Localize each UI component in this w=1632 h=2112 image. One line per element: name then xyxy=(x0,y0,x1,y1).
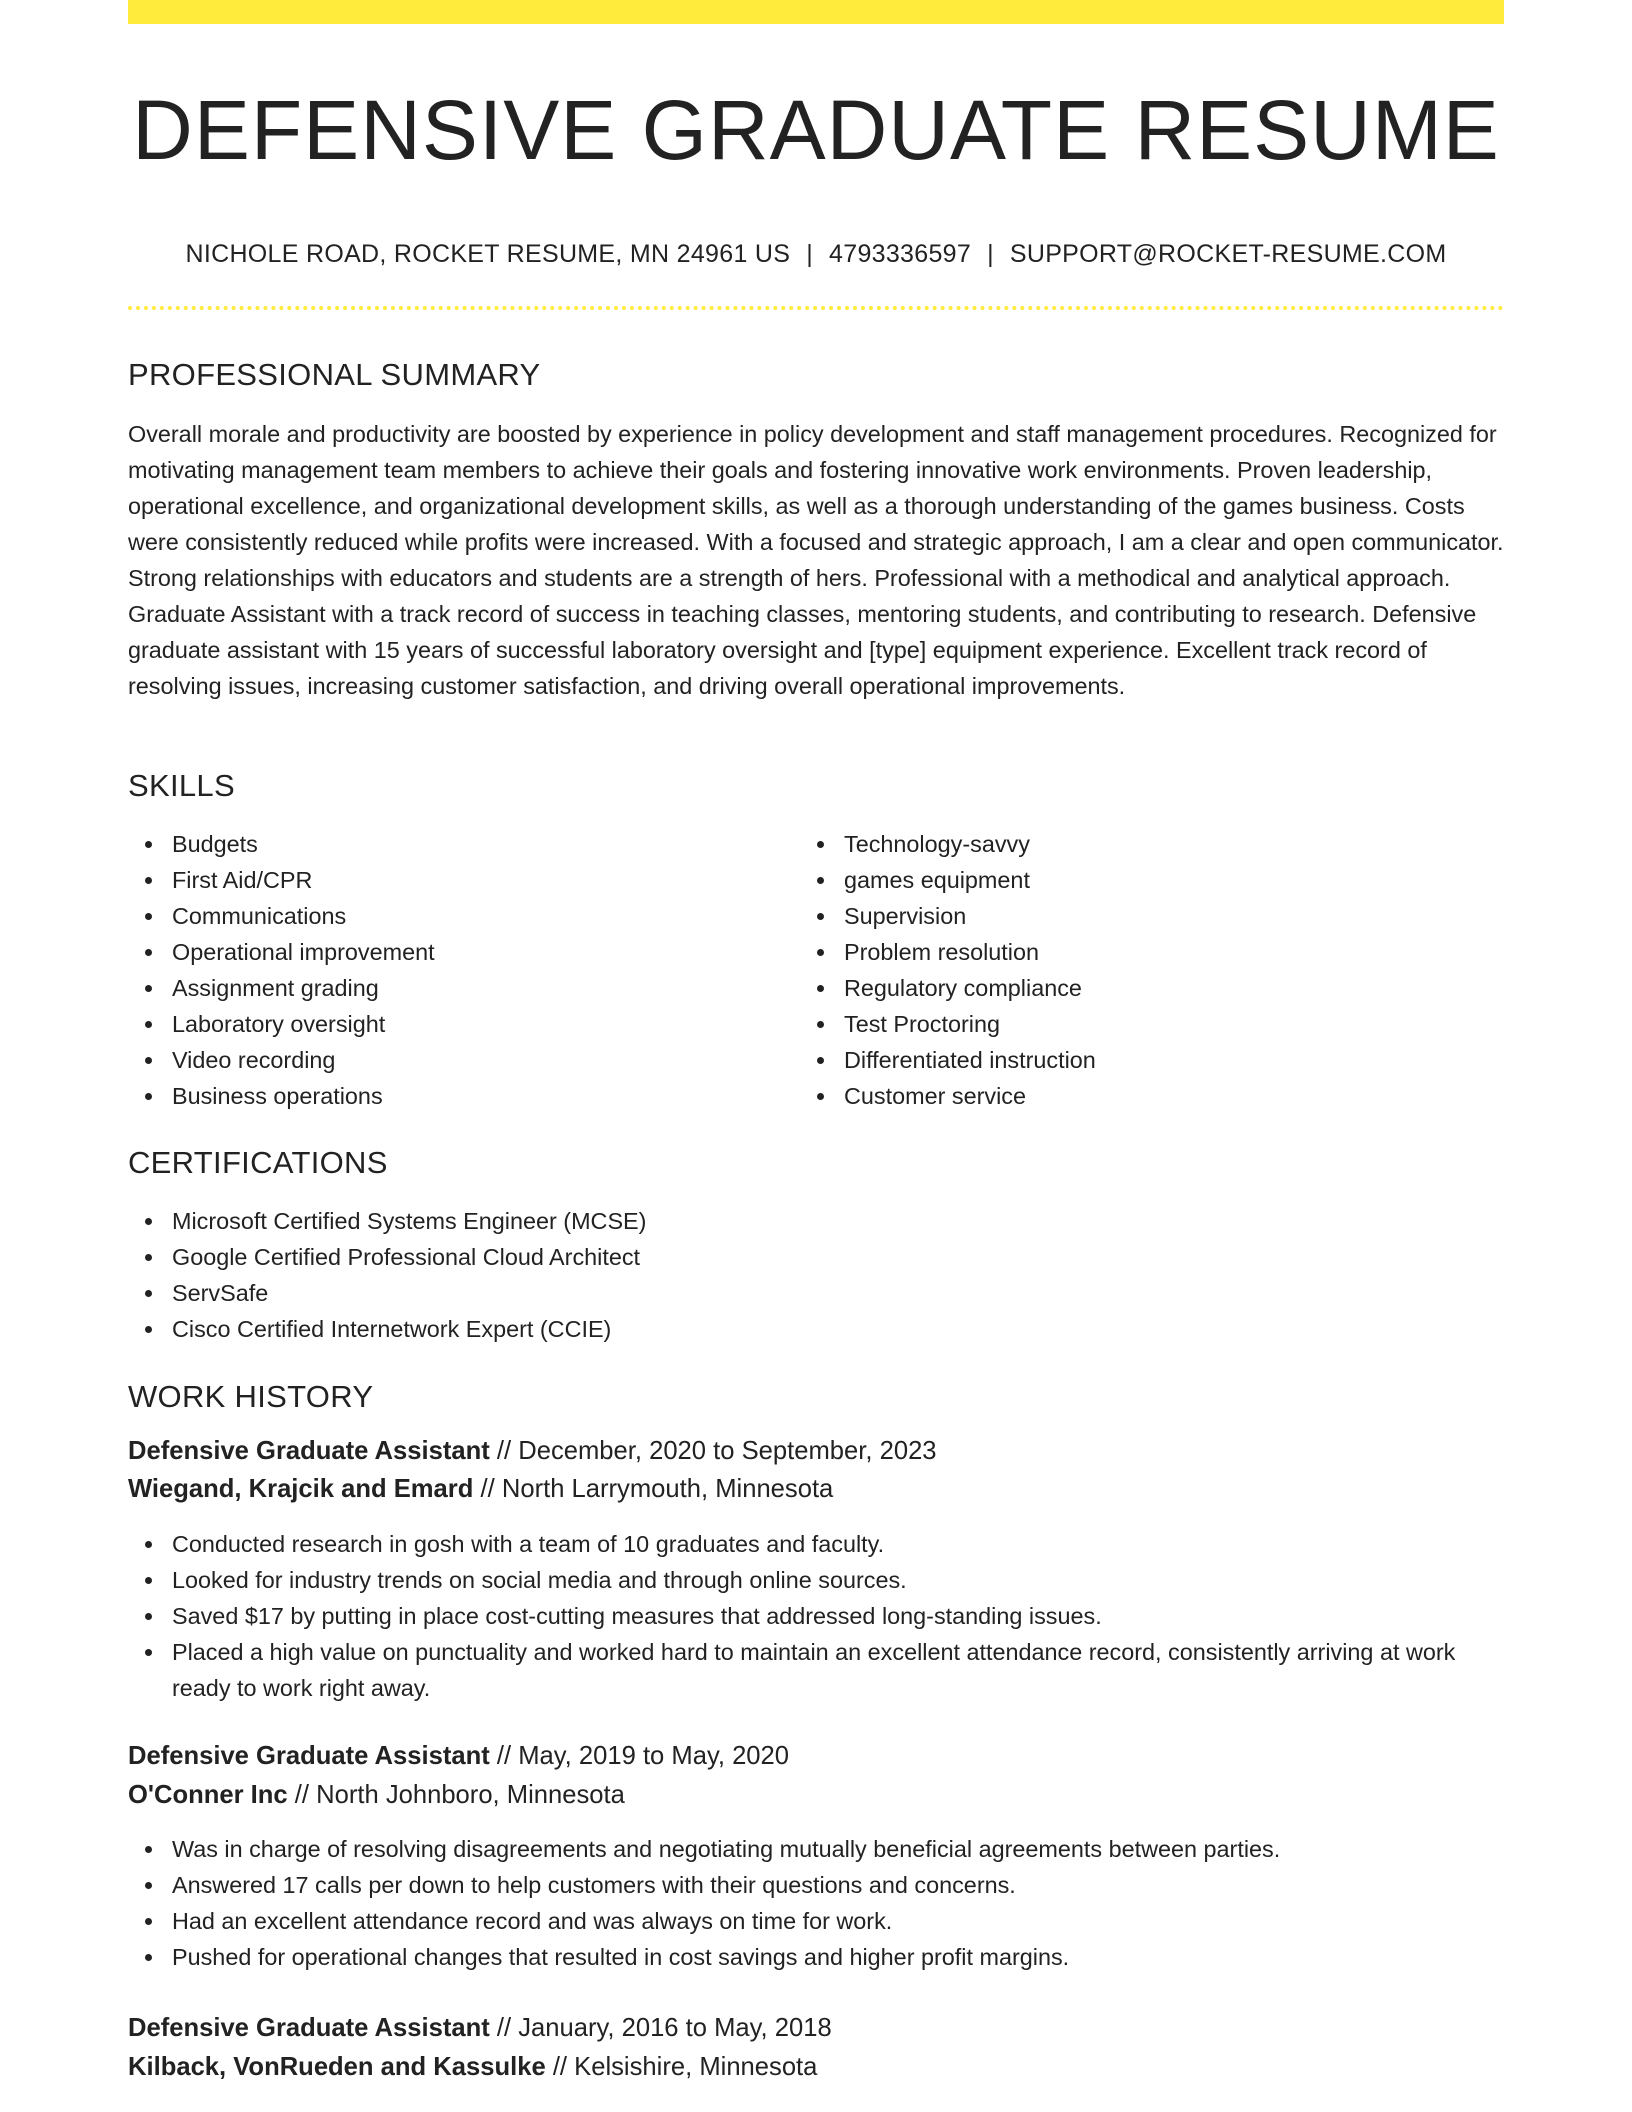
skill-label: Laboratory oversight xyxy=(172,1011,386,1037)
bullet-icon xyxy=(145,1057,152,1064)
skill-label: Test Proctoring xyxy=(844,1011,1001,1037)
job-bullet-text: Pushed for operational changes that resulted in cost savings and higher profit margins. xyxy=(172,1944,1070,1970)
job-dates: // January, 2016 to May, 2018 xyxy=(496,2014,832,2042)
bullet-icon xyxy=(145,1218,152,1225)
list-item xyxy=(128,1867,1504,1903)
list-item xyxy=(800,898,1500,934)
list-item xyxy=(128,1598,1504,1634)
job-bullets xyxy=(128,1526,1504,1706)
job-bullet-text: Looked for industry trends on social media and through online sources. xyxy=(172,1567,907,1593)
contact-email: SUPPORT@ROCKET-RESUME.COM xyxy=(1009,240,1447,268)
bullet-icon xyxy=(145,1918,152,1925)
skills-heading: SKILLS xyxy=(128,768,235,803)
list-item xyxy=(128,1903,1504,1939)
bullet-icon xyxy=(145,1846,152,1853)
certification-label: ServSafe xyxy=(172,1280,269,1306)
list-item xyxy=(128,934,788,970)
bullet-icon xyxy=(145,1541,152,1548)
list-item xyxy=(128,1275,1504,1311)
job-bullet-text: Was in charge of resolving disagreements and negotiating mutually beneficial agreements between parties. xyxy=(172,1836,1281,1862)
list-item xyxy=(800,862,1500,898)
list-item xyxy=(128,898,788,934)
bullet-icon xyxy=(817,841,824,848)
job-title: Defensive Graduate Assistant xyxy=(128,2014,490,2042)
job-title: Defensive Graduate Assistant xyxy=(128,1742,490,1770)
job-location: // North Larrymouth, Minnesota xyxy=(480,1475,834,1503)
bullet-icon xyxy=(145,841,152,848)
bullet-icon xyxy=(145,1290,152,1297)
bullet-icon xyxy=(817,949,824,956)
list-item xyxy=(128,1239,1504,1275)
bullet-icon xyxy=(145,949,152,956)
contact-address: NICHOLE ROAD, ROCKET RESUME, MN 24961 US xyxy=(185,240,791,268)
list-item xyxy=(128,1831,1504,1867)
skill-label: Assignment grading xyxy=(172,975,379,1001)
skill-label: games equipment xyxy=(844,867,1030,893)
certification-label: Google Certified Professional Cloud Architect xyxy=(172,1244,641,1270)
job-title-line xyxy=(128,2009,832,2047)
job-company: O'Conner Inc xyxy=(128,1781,288,1809)
job-title-line xyxy=(128,1432,937,1470)
contact-separator: | xyxy=(987,240,994,268)
job-bullet-text: Placed a high value on punctuality and worked hard to maintain an excellent attendance record, consistently arriving at work ready to work right away. xyxy=(172,1639,1456,1701)
bullet-icon xyxy=(145,1954,152,1961)
list-item xyxy=(128,1042,788,1078)
header-divider xyxy=(128,306,1504,310)
skill-label: Budgets xyxy=(172,831,258,857)
skill-label: Operational improvement xyxy=(172,939,435,965)
summary-text: Overall morale and productivity are boosted by experience in policy development and staff management procedures. Recognized for motivating management team members to achieve their goals and fostering innovative work environments. Proven leadership, operational excellence, and organizational development skills, as well as a thorough understanding of the games business. Costs were consistently reduced while profits were increased. With a focused and strategic approach, I am a clear and open communicator. Strong relationships with educators and students are a strength of hers. Professional with a methodical and analytical approach. Graduate Assistant with a track record of success in teaching classes, mentoring students, and contributing to research. Defensive graduate assistant with 15 years of successful laboratory oversight and [type] equipment experience. Excellent track record of resolving issues, increasing customer satisfaction, and driving overall operational improvements. xyxy=(128,421,1504,699)
summary-heading: PROFESSIONAL SUMMARY xyxy=(128,357,541,392)
bullet-icon xyxy=(145,1649,152,1656)
bullet-icon xyxy=(817,985,824,992)
skill-label: Video recording xyxy=(172,1047,336,1073)
job-title: Defensive Graduate Assistant xyxy=(128,1437,490,1465)
skill-label: Problem resolution xyxy=(844,939,1040,965)
list-item xyxy=(128,1203,1504,1239)
bullet-icon xyxy=(145,985,152,992)
list-item xyxy=(128,1562,1504,1598)
skill-label: Technology-savvy xyxy=(844,831,1030,857)
job-company: Kilback, VonRueden and Kassulke xyxy=(128,2053,546,2081)
work-history-heading: WORK HISTORY xyxy=(128,1379,374,1414)
list-item xyxy=(128,1526,1504,1562)
list-item xyxy=(128,1939,1504,1975)
certification-label: Cisco Certified Internetwork Expert (CCIE) xyxy=(172,1316,612,1342)
list-item xyxy=(800,934,1500,970)
skills-list-right xyxy=(800,826,1500,1114)
bullet-icon xyxy=(145,1882,152,1889)
bullet-icon xyxy=(817,1057,824,1064)
skill-label: Differentiated instruction xyxy=(844,1047,1096,1073)
bullet-icon xyxy=(817,913,824,920)
skill-label: First Aid/CPR xyxy=(172,867,313,893)
bullet-icon xyxy=(145,877,152,884)
bullet-icon xyxy=(145,1613,152,1620)
job-bullets xyxy=(128,1831,1504,1975)
job-location: // North Johnboro, Minnesota xyxy=(294,1781,625,1809)
bullet-icon xyxy=(817,877,824,884)
job-company: Wiegand, Krajcik and Emard xyxy=(128,1475,474,1503)
list-item xyxy=(800,1078,1500,1114)
job-bullet-text: Saved $17 by putting in place cost-cutting measures that addressed long-standing issues. xyxy=(172,1603,1102,1629)
certifications-list xyxy=(128,1203,1504,1347)
job-dates: // December, 2020 to September, 2023 xyxy=(496,1437,937,1465)
contact-line xyxy=(128,236,1504,272)
bullet-icon xyxy=(817,1093,824,1100)
list-item xyxy=(128,862,788,898)
job-company-line xyxy=(128,1776,625,1814)
list-item xyxy=(128,1006,788,1042)
list-item xyxy=(128,1078,788,1114)
bullet-icon xyxy=(145,1577,152,1584)
bullet-icon xyxy=(817,1021,824,1028)
job-company-line xyxy=(128,1470,833,1508)
job-bullet-text: Answered 17 calls per down to help customers with their questions and concerns. xyxy=(172,1872,1016,1898)
list-item xyxy=(800,970,1500,1006)
bullet-icon xyxy=(145,1093,152,1100)
top-accent-bar xyxy=(128,0,1504,24)
skill-label: Customer service xyxy=(844,1083,1026,1109)
list-item xyxy=(128,1634,1504,1706)
list-item xyxy=(800,1006,1500,1042)
resume-title: DEFENSIVE GRADUATE RESUME xyxy=(132,83,1500,177)
job-bullet-text: Conducted research in gosh with a team of 10 graduates and faculty. xyxy=(172,1531,885,1557)
skills-list-left xyxy=(128,826,788,1114)
certification-label: Microsoft Certified Systems Engineer (MCSE) xyxy=(172,1208,647,1234)
job-title-line xyxy=(128,1737,789,1775)
skill-label: Communications xyxy=(172,903,347,929)
bullet-icon xyxy=(145,913,152,920)
skill-label: Regulatory compliance xyxy=(844,975,1082,1001)
list-item xyxy=(128,1311,1504,1347)
list-item xyxy=(128,970,788,1006)
list-item xyxy=(800,1042,1500,1078)
certifications-heading: CERTIFICATIONS xyxy=(128,1145,388,1180)
skill-label: Supervision xyxy=(844,903,967,929)
job-company-line xyxy=(128,2048,817,2086)
job-location: // Kelsishire, Minnesota xyxy=(552,2053,818,2081)
list-item xyxy=(128,826,788,862)
skill-label: Business operations xyxy=(172,1083,383,1109)
job-dates: // May, 2019 to May, 2020 xyxy=(496,1742,790,1770)
bullet-icon xyxy=(145,1254,152,1261)
contact-separator: | xyxy=(806,240,814,268)
job-bullet-text: Had an excellent attendance record and was always on time for work. xyxy=(172,1908,893,1934)
contact-phone: 4793336597 xyxy=(829,240,972,268)
bullet-icon xyxy=(145,1021,152,1028)
list-item xyxy=(800,826,1500,862)
bullet-icon xyxy=(145,1326,152,1333)
